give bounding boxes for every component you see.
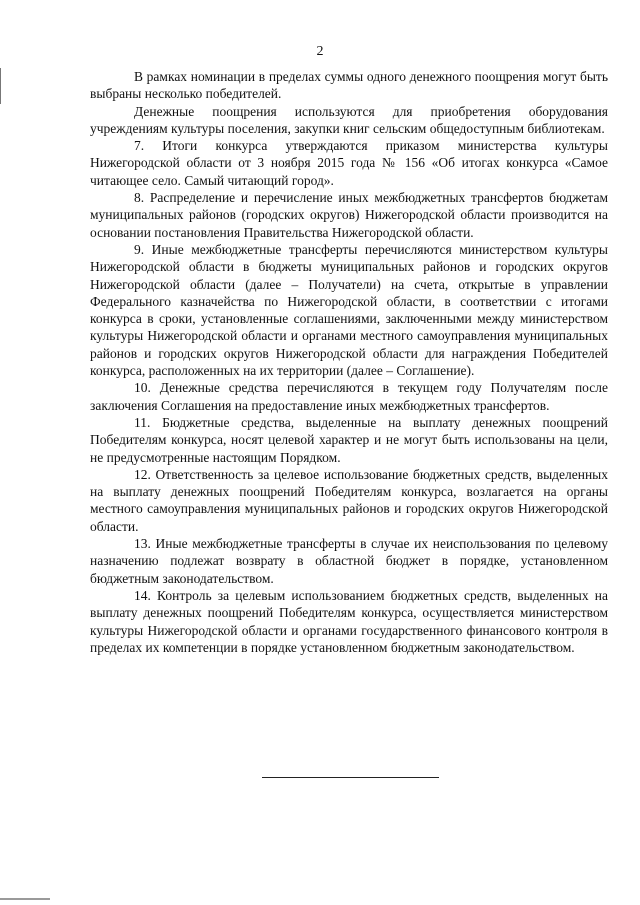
paragraph-12: 12. Ответственность за целевое использование бюджетных средств, выделенных на выплату денежных поощрений Победителям конкурса, возлагается на органы местного самоуправления муниципальных районов и городских округов Нижегородской области.	[90, 466, 608, 534]
paragraph-13: 13. Иные межбюджетные трансферты в случае их неиспользования по целевому назначению подлежат возврату в областной бюджет в порядке, установленном бюджетным законодательством.	[90, 536, 608, 586]
scan-edge-mark-bottom	[0, 898, 50, 900]
end-of-text-rule	[262, 777, 439, 778]
paragraph-10: 10. Денежные средства перечисляются в текущем году Получателям после заключения Соглашения на предоставление иных межбюджетных трансфертов.	[90, 380, 608, 413]
scan-edge-mark	[0, 68, 1, 104]
paragraph-14: 14. Контроль за целевым использованием бюджетных средств, выделенных на выплату денежных поощрений Победителям конкурса, осуществляется министерством культуры Нижегородской области и органами государственного финансового контроля в пределах их компетенции в порядке установленном бюджетным законодательством.	[90, 587, 608, 655]
paragraph-nomination: В рамках номинации в пределах суммы одного денежного поощрения могут быть выбраны несколько победителей.	[90, 69, 608, 102]
paragraph-11: 11. Бюджетные средства, выделенные на выплату денежных поощрений Победителям конкурса, носят целевой характер и не могут быть использованы на цели, не предусмотренные настоящим Порядком.	[90, 414, 608, 465]
page-number: 2	[316, 44, 324, 59]
document-body	[90, 68, 608, 656]
paragraph-8: 8. Распределение и перечисление иных межбюджетных трансфертов бюджетам муниципальных районов (городских округов) Нижегородской области производится на основании постановления Правительства Нижегородской области.	[90, 190, 608, 240]
paragraph-prize-usage: Денежные поощрения используются для приобретения оборудования учреждениям культуры поселения, закупки книг сельским общедоступным библиотекам.	[90, 103, 608, 136]
paragraph-9: 9. Иные межбюджетные трансферты перечисляются министерством культуры Нижегородской области в бюджеты муниципальных районов и городских округов Нижегородской области (далее – Получатели) на счета, открытые в управлении Федерального казначейства по Нижегородской области, в соответствии с итогами конкурса в сроки, установленные соглашениями, заключенными между министерством культуры Нижегородской области и органами местного самоуправления муниципальных районов и городских округов Нижегородской области для награждения Победителей конкурса, расположенных на их территории (далее – Соглашение).	[90, 241, 608, 379]
paragraph-7: 7. Итоги конкурса утверждаются приказом министерства культуры Нижегородской области от 3 ноября 2015 года № 156 «Об итогах конкурса «Самое читающее село. Самый читающий город».	[90, 138, 608, 188]
